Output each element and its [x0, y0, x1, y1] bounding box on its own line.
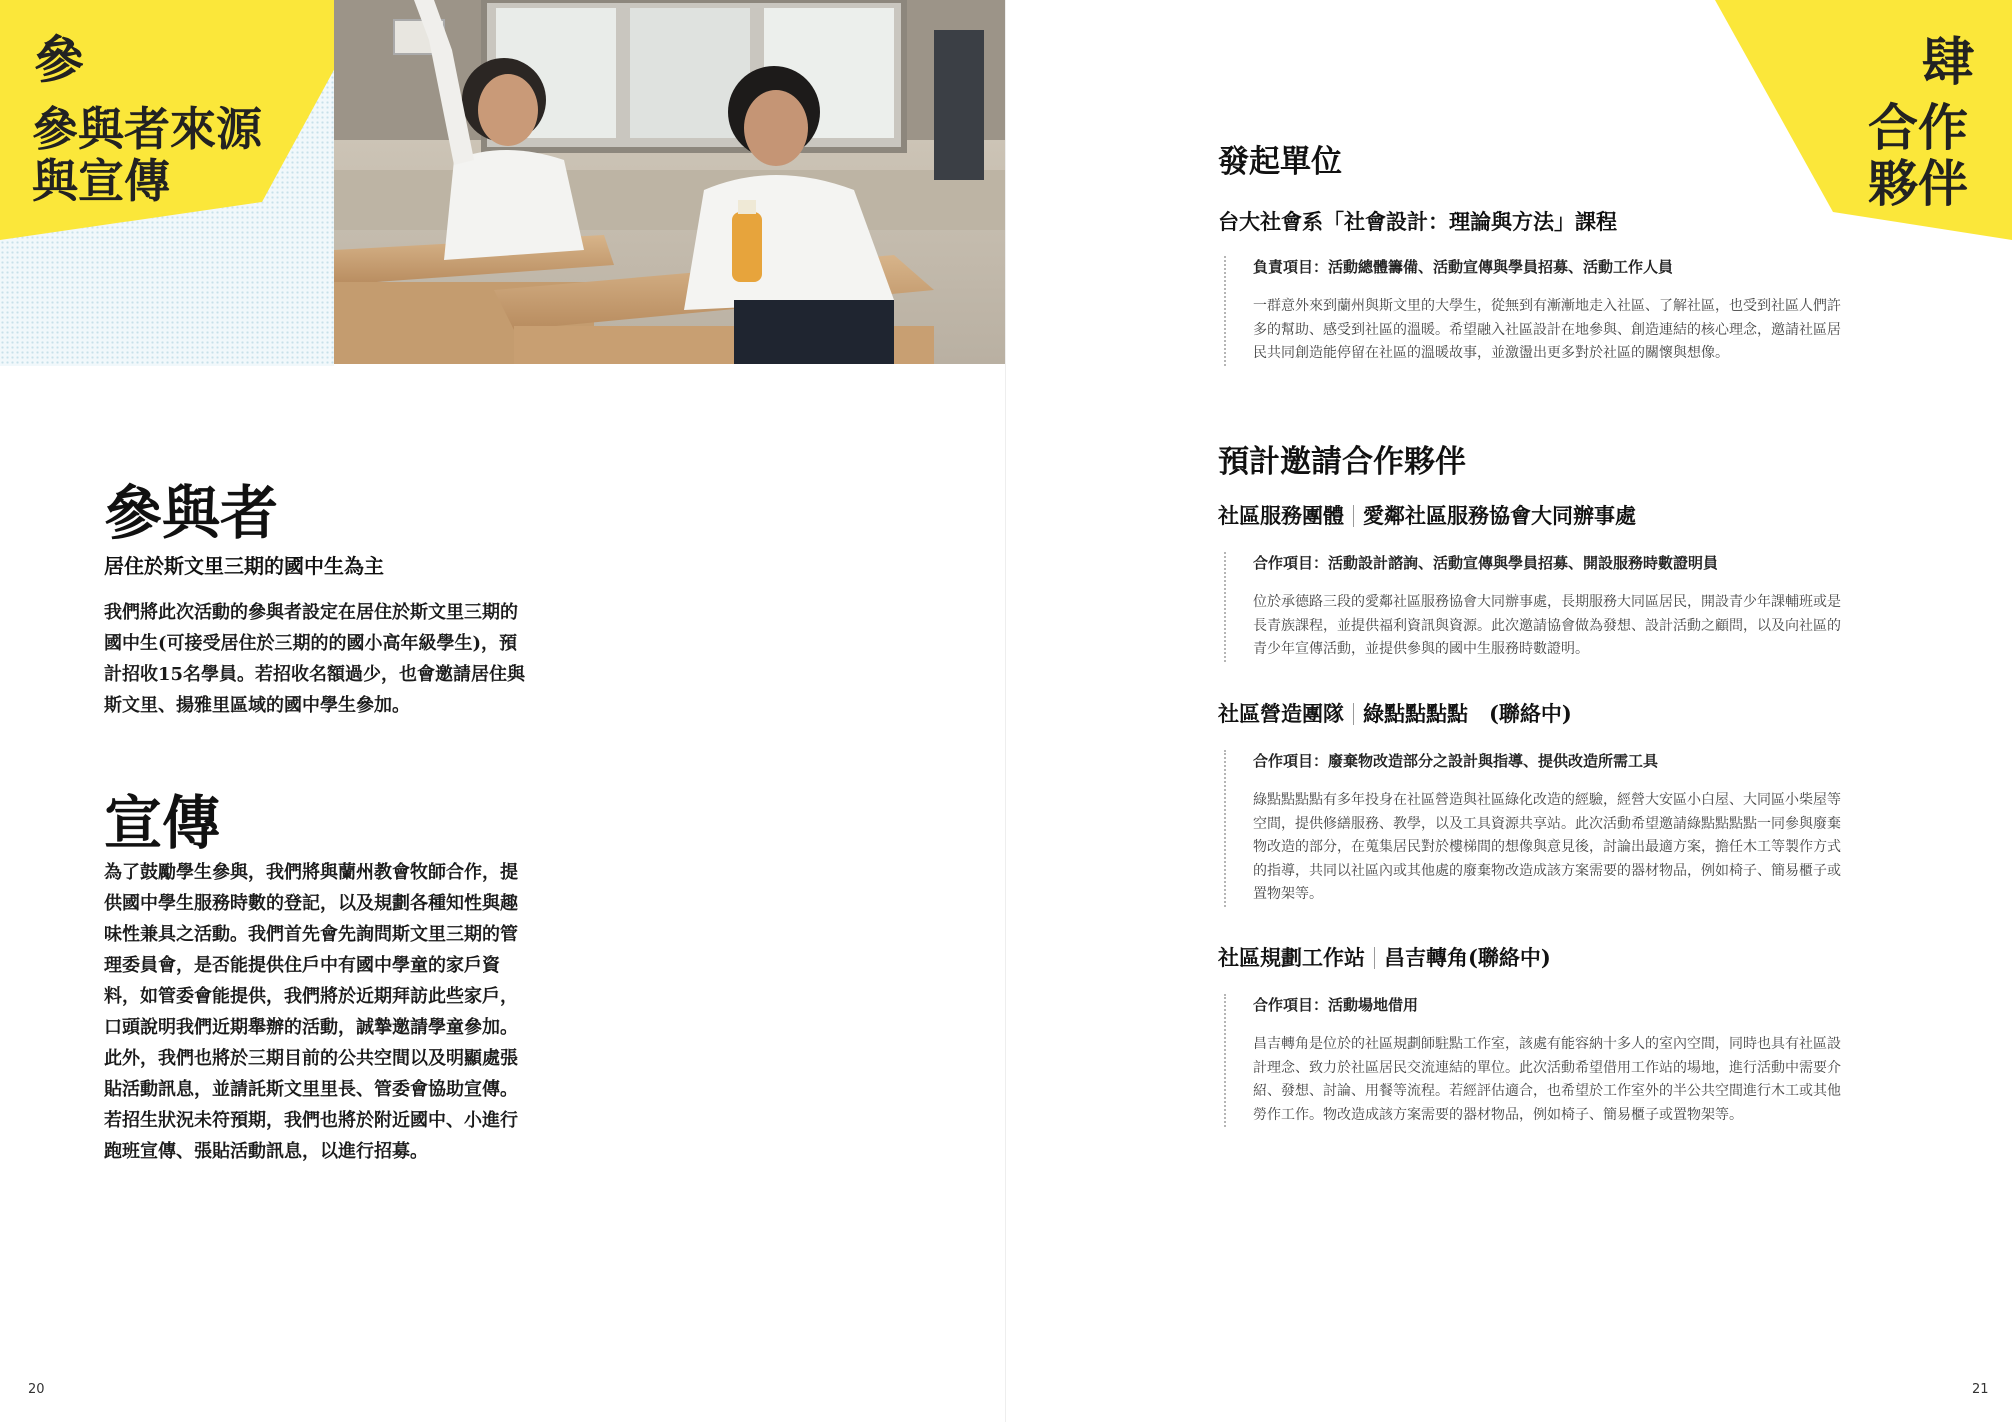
promotion-heading: 宣傳	[104, 789, 221, 857]
participants-body: 我們將此次活動的參與者設定在居住於斯文里三期的國中生(可接受居住於三期的的國小高年級學生)，預計招收15名學員。若招收名額過少，也會邀請居住與斯文里、揚雅里區域的國中學生參加。	[104, 602, 526, 716]
partner-title	[1218, 698, 1572, 729]
chapter-title	[32, 104, 262, 207]
initiator-responsibility: 負責項目：活動總體籌備、活動宣傳與學員招募、活動工作人員	[1253, 258, 1674, 276]
partner-responsibility: 合作項目：廢棄物改造部分之設計與指導、提供改造所需工具	[1253, 752, 1659, 770]
chapter-title-right	[1868, 100, 1968, 212]
classroom-photo	[334, 0, 1007, 364]
initiator-block	[1224, 256, 1849, 366]
chapter-title-line: 與宣傳	[32, 153, 170, 208]
partner-category: 社區規劃工作站	[1218, 945, 1365, 970]
initiator-org: 台大社會系「社會設計：理論與方法」課程	[1218, 209, 1617, 234]
chapter-title-line: 合作	[1868, 98, 1968, 157]
partner-description: 昌吉轉角是位於的社區規劃師駐點工作室，該處有能容納十多人的室內空間，同時也具有社區設計理念、致力於社區居民交流連結的單位。此次活動希望借用工作站的場地，進行活動中需要介紹、發想、討論、用餐等流程。若經評估適合，也希望於工作室外的半公共空間進行木工或其他勞作工作。物改造成該方案需要的器材物品，例如椅子、簡易櫃子或置物架等。	[1253, 1036, 1841, 1123]
partner-title	[1218, 500, 1636, 531]
participants-subheading: 居住於斯文里三期的國中生為主	[104, 554, 384, 578]
partners-heading: 預計邀請合作夥伴	[1218, 444, 1466, 480]
chapter-number-right: 肆	[1922, 32, 1975, 93]
partner-category: 社區營造團隊	[1218, 701, 1344, 726]
partner-responsibility: 合作項目：活動設計諮詢、活動宣傳與學員招募、開設服務時數證明員	[1253, 554, 1719, 572]
initiator-description: 一群意外來到蘭州與斯文里的大學生，從無到有漸漸地走入社區、了解社區，也受到社區人們許多的幫助、感受到社區的溫暖。希望融入社區設計在地參與、創造連結的核心理念，邀請社區居民共同創造能停留在社區的溫暖故事，並激盪出更多對於社區的關懷與想像。	[1253, 298, 1841, 361]
partner-name: 綠點點點點 (聯絡中)	[1363, 701, 1572, 726]
title-separator	[1374, 947, 1375, 969]
partner-block	[1224, 750, 1849, 907]
initiator-heading: 發起單位	[1218, 144, 1342, 180]
partner-block	[1224, 552, 1849, 662]
title-separator	[1353, 703, 1354, 725]
page-number-right: 21	[1972, 1382, 1989, 1397]
partner-category: 社區服務團體	[1218, 503, 1344, 528]
title-separator	[1353, 505, 1354, 527]
promotion-body: 為了鼓勵學生參與，我們將與蘭州教會牧師合作，提供國中學生服務時數的登記，以及規劃各種知性與趣味性兼具之活動。我們首先會先詢問斯文里三期的管理委員會，是否能提供住戶中有國中學童的家戶資料，如管委會能提供，我們將於近期拜訪此些家戶，口頭說明我們近期舉辦的活動，誠摯邀請學童參加。此外，我們也將於三期目前的公共空間以及明顯處張貼活動訊息，並請託斯文里里長、管委會協助宣傳。若招生狀況未符預期，我們也將於附近國中、小進行跑班宣傳、張貼活動訊息，以進行招募。	[104, 862, 518, 1162]
chapter-title-line: 參與者來源	[32, 102, 262, 156]
partner-responsibility: 合作項目：活動場地借用	[1253, 996, 1419, 1014]
page-number-left: 20	[28, 1382, 45, 1397]
partner-description: 綠點點點點有多年投身在社區營造與社區綠化改造的經驗，經營大安區小白屋、大同區小柴屋等空間，提供修繕服務、教學，以及工具資源共享站。此次活動希望邀請綠點點點點一同參與廢棄物改造的部分，在蒐集居民對於樓梯間的想像與意見後，討論出最適方案，擔任木工等製作方式的指導，共同以社區內或其他處的廢棄物改造成該方案需要的器材物品，例如椅子、簡易櫃子或置物架等。	[1253, 792, 1841, 902]
partner-title	[1218, 942, 1551, 973]
partner-name: 愛鄰社區服務協會大同辦事處	[1363, 503, 1636, 528]
chapter-title-line: 夥伴	[1868, 154, 1968, 213]
chapter-number: 參	[34, 30, 84, 89]
partner-description: 位於承德路三段的愛鄰社區服務協會大同辦事處，長期服務大同區居民，開設青少年課輔班或是長青族課程，並提供福利資訊與資源。此次邀請協會做為發想、設計活動之顧問，以及向社區的青少年宣傳活動，並提供參與的國中生服務時數證明。	[1253, 594, 1841, 657]
partner-name: 昌吉轉角(聯絡中)	[1384, 945, 1551, 970]
participants-heading: 參與者	[104, 479, 279, 547]
partner-block	[1224, 994, 1849, 1127]
